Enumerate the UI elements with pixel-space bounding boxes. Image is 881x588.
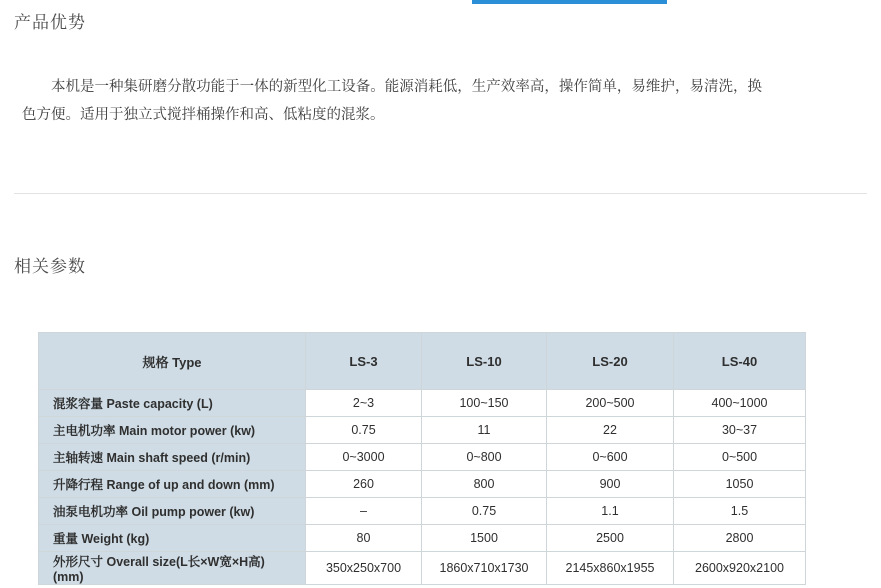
table-row-label: 重量 Weight (kg) [39,525,306,552]
table-cell: 260 [306,471,422,498]
table-cell: 2800 [674,525,806,552]
table-cell: 0~800 [422,444,547,471]
table-cell: 0~500 [674,444,806,471]
table-cell: 2600x920x2100 [674,552,806,585]
table-cell: 350x250x700 [306,552,422,585]
page-title-params: 相关参数 [14,257,86,277]
table-cell: 2145x860x1955 [547,552,674,585]
table-cell: – [306,498,422,525]
table-row [39,444,806,471]
table-header-cell: LS-10 [422,333,547,390]
table-cell: 0.75 [422,498,547,525]
table-row-label: 油泵电机功率 Oil pump power (kw) [39,498,306,525]
parameters-table-container [38,332,805,585]
table-cell: 1.1 [547,498,674,525]
table-row-label: 升降行程 Range of up and down (mm) [39,471,306,498]
advantage-description: 本机是一种集研磨分散功能于一体的新型化工设备。能源消耗低，生产效率高，操作简单，易维护，易清洗，换色方便。适用于独立式搅拌桶操作和高、低粘度的混浆。 [22,78,762,123]
table-row [39,390,806,417]
table-cell: 200~500 [547,390,674,417]
section-divider [14,193,867,194]
page-title-advantage: 产品优势 [14,13,86,33]
table-cell: 22 [547,417,674,444]
table-cell: 1.5 [674,498,806,525]
parameters-table [38,332,806,585]
table-cell: 2~3 [306,390,422,417]
table-header-cell: LS-40 [674,333,806,390]
table-header-row [39,333,806,390]
table-cell: 0~3000 [306,444,422,471]
table-cell: 2500 [547,525,674,552]
table-cell: 800 [422,471,547,498]
table-row [39,417,806,444]
table-header-cell: LS-20 [547,333,674,390]
table-row [39,471,806,498]
table-row [39,498,806,525]
table-cell: 1050 [674,471,806,498]
table-row [39,552,806,585]
table-cell: 1860x710x1730 [422,552,547,585]
table-row-label: 混浆容量 Paste capacity (L) [39,390,306,417]
table-cell: 0.75 [306,417,422,444]
table-header-cell: 规格 Type [39,333,306,390]
top-accent-bar [472,0,667,4]
table-row-label: 主电机功率 Main motor power (kw) [39,417,306,444]
table-cell: 400~1000 [674,390,806,417]
table-row [39,525,806,552]
table-cell: 30~37 [674,417,806,444]
table-row-label: 外形尺寸 Overall size(L长×W宽×H高) (mm) [39,552,306,585]
table-row-label: 主轴转速 Main shaft speed (r/min) [39,444,306,471]
table-cell: 11 [422,417,547,444]
table-cell: 100~150 [422,390,547,417]
table-header-cell: LS-3 [306,333,422,390]
table-cell: 900 [547,471,674,498]
table-cell: 0~600 [547,444,674,471]
table-cell: 1500 [422,525,547,552]
table-cell: 80 [306,525,422,552]
